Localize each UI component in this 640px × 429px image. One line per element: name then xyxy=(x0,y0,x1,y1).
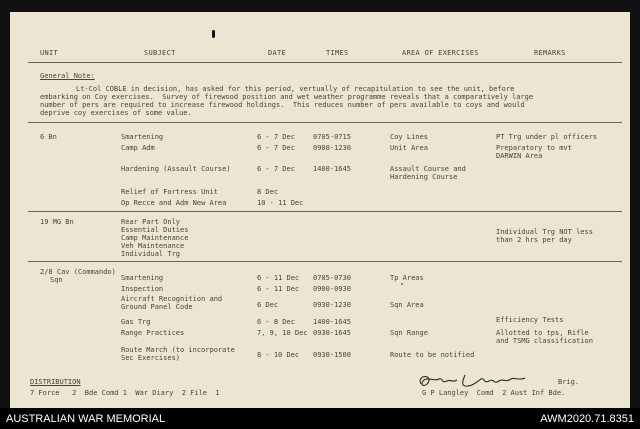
subject: Relief of Fortress Unit xyxy=(121,188,218,196)
date: 6 Dec xyxy=(257,301,279,309)
time: 1400-1645 xyxy=(313,318,351,326)
date: 8 - 10 Dec xyxy=(257,351,300,359)
footer-bar xyxy=(0,408,640,429)
area: Sqn Range xyxy=(390,329,428,337)
header-times: TIMES xyxy=(326,49,349,57)
date: 6 - 11 Dec xyxy=(257,274,300,282)
signature-name: G P Langley Comd 2 Aust Inf Bde. xyxy=(422,389,566,397)
remarks: Efficiency Tests xyxy=(496,316,564,324)
area: Coy Lines xyxy=(390,133,428,141)
subject: Smartening xyxy=(121,274,164,282)
subject: Smartening xyxy=(121,133,164,141)
area: Unit Area xyxy=(390,144,428,152)
unit-6-bn: 6 Bn xyxy=(40,133,57,141)
time: 0930-1230 xyxy=(313,301,351,309)
subject: Aircraft Recognition and xyxy=(121,295,223,303)
header-unit: UNIT xyxy=(40,49,59,57)
header-area: AREA OF EXERCISES xyxy=(402,49,479,57)
area: Hardening Course xyxy=(390,173,458,181)
subject: Veh Maintenance xyxy=(121,242,185,250)
date: 6 - 7 Dec xyxy=(257,133,295,141)
subject: Camp Maintenance xyxy=(121,234,189,242)
area: Tp Areas xyxy=(390,274,424,282)
date: 6 - 8 Dec xyxy=(257,318,295,326)
subject: Route March (to incorporate xyxy=(121,346,235,354)
date: 8 Dec xyxy=(257,188,279,196)
header-date: DATE xyxy=(268,49,287,57)
remarks: Allotted to tps, Rifle xyxy=(496,329,589,337)
subject: Inspection xyxy=(121,285,164,293)
remarks: Individual Trg NOT less xyxy=(496,228,593,236)
area: Route to be notified xyxy=(390,351,475,359)
time: 0930-1645 xyxy=(313,329,351,337)
remarks: and TSMG classification xyxy=(496,337,593,345)
date: 6 - 11 Dec xyxy=(257,285,300,293)
time: 0930-1500 xyxy=(313,351,351,359)
area: Sqn Area xyxy=(390,301,424,309)
distribution-heading: DISTRIBUTION xyxy=(30,378,81,386)
subject: Sec Exercises) xyxy=(121,354,181,362)
subject: Gas Trg xyxy=(121,318,151,326)
section-rule xyxy=(28,261,622,262)
area: Assault Course and xyxy=(390,165,466,173)
header-subject: SUBJECT xyxy=(144,49,176,57)
area-ditto: " xyxy=(400,282,405,290)
footer-source: AUSTRALIAN WAR MEMORIAL xyxy=(6,413,166,425)
subject: Range Practices xyxy=(121,329,185,337)
subject: Essential Duties xyxy=(121,226,189,234)
time: 1400-1645 xyxy=(313,165,351,173)
subject: Individual Trg xyxy=(121,250,181,258)
date: 10 - 11 Dec xyxy=(257,199,304,207)
date: 6 - 7 Dec xyxy=(257,144,295,152)
unit-2-8-cav: 2/8 Cav (Commando) xyxy=(40,268,116,276)
subject: Rear Part Only xyxy=(121,218,181,226)
distribution-list: 7 Force 2 Bde Comd 1 War Diary 2 File 1 xyxy=(30,389,220,397)
date: 6 - 7 Dec xyxy=(257,165,295,173)
general-note-line: deprive coy exercises of some value. xyxy=(40,109,192,117)
subject: Hardening (Assault Course) xyxy=(121,165,231,173)
time: 0705-0730 xyxy=(313,274,351,282)
section-rule xyxy=(28,211,622,212)
general-note-line: Lt-Col COBLE in decision, has asked for this period, vertually of recapitulation to see the unit, before xyxy=(76,85,515,93)
subject: Op Recce and Adm New Area xyxy=(121,199,227,207)
subject: Ground Panel Code xyxy=(121,303,193,311)
document-page xyxy=(10,12,630,408)
general-note-line: number of pers are required to increase firewood holdings. This reduces number of pers available to coys and would xyxy=(40,101,525,109)
remarks: Preparatory to mvt xyxy=(496,144,572,152)
time: 0900-0930 xyxy=(313,285,351,293)
ink-spot xyxy=(212,30,215,38)
header-rule xyxy=(28,62,622,63)
remarks: PT Trg under pl officers xyxy=(496,133,598,141)
general-note-heading: General Note: xyxy=(40,72,95,80)
date: 7, 9, 10 Dec xyxy=(257,329,308,337)
remarks: DARWIN Area xyxy=(496,152,543,160)
unit-2-8-cav-sqn: Sqn xyxy=(50,276,63,284)
signature-rank: Brig. xyxy=(558,378,580,386)
remarks: than 2 hrs per day xyxy=(496,236,572,244)
subject: Camp Adm xyxy=(121,144,155,152)
footer-accession-number: AWM2020.71.8351 xyxy=(540,413,634,425)
section-rule xyxy=(28,122,622,123)
time: 0705-0715 xyxy=(313,133,351,141)
general-note-line: embarking on Coy exercises. Survey of firewood position and wet weather programme reveals that a comparatively large xyxy=(40,93,534,101)
unit-19-mg-bn: 19 MG Bn xyxy=(40,218,74,226)
header-remarks: REMARKS xyxy=(534,49,566,57)
time: 0900-1230 xyxy=(313,144,351,152)
